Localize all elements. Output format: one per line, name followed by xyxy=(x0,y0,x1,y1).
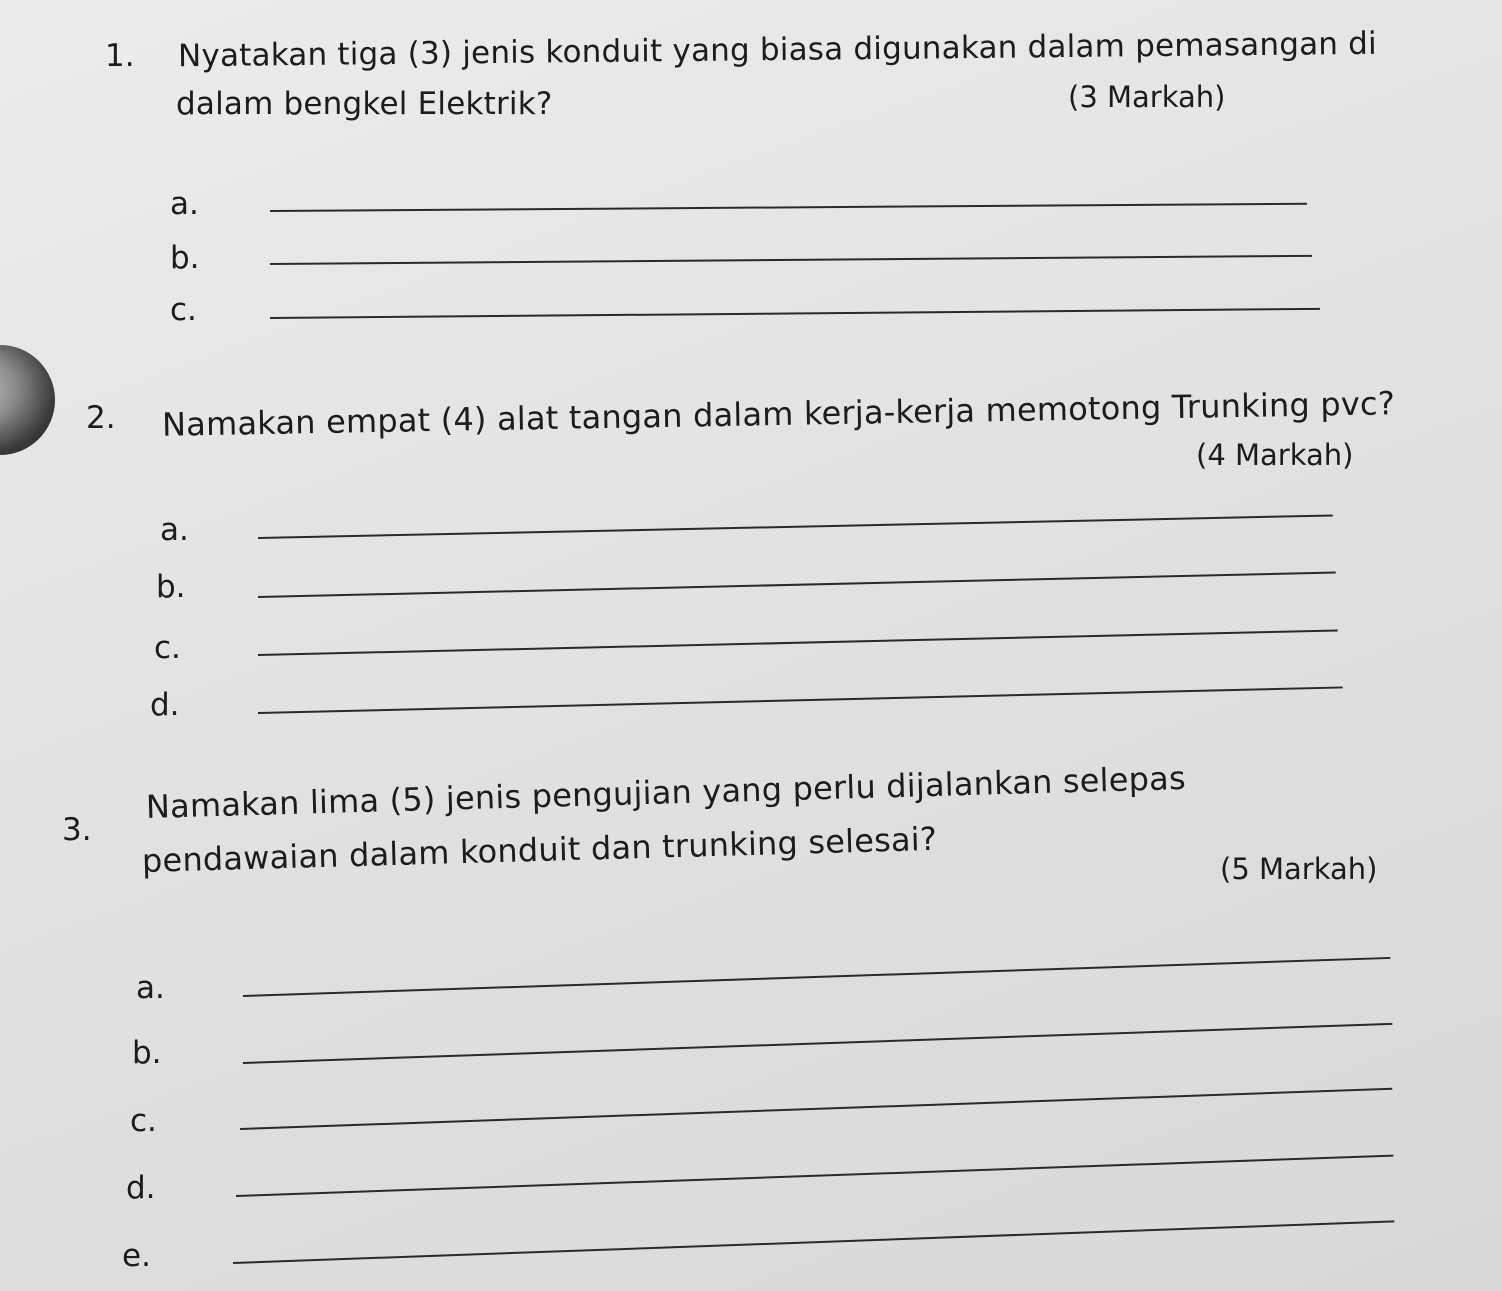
question-3-answer-line-b[interactable] xyxy=(243,1023,1392,1064)
question-3-option-c-label: c. xyxy=(130,1103,157,1139)
question-2-option-c-label: c. xyxy=(154,630,181,666)
question-1-answer-line-c[interactable] xyxy=(270,308,1320,319)
question-3-option-b-label: b. xyxy=(132,1035,162,1071)
question-3-option-d-label: d. xyxy=(126,1170,156,1206)
question-1-answer-line-a[interactable] xyxy=(270,203,1307,212)
question-3-option-a-label: a. xyxy=(136,970,165,1006)
question-3-text-line1: Namakan lima (5) jenis pengujian yang perlu dijalankan selepas xyxy=(145,758,1187,826)
question-3-text-line2: pendawaian dalam konduit dan trunking selesai? xyxy=(141,819,938,880)
question-1-option-b-label: b. xyxy=(170,240,200,276)
question-2-text: Namakan empat (4) alat tangan dalam kerja-kerja memotong Trunking pvc? xyxy=(161,384,1396,444)
question-2-answer-line-d[interactable] xyxy=(258,686,1343,714)
question-2-option-a-label: a. xyxy=(160,512,189,548)
question-3-answer-line-c[interactable] xyxy=(240,1088,1392,1130)
question-3-answer-line-a[interactable] xyxy=(243,957,1390,997)
pen-tip-shadow xyxy=(0,345,55,455)
question-1-text-line1: Nyatakan tiga (3) jenis konduit yang biasa digunakan dalam pemasangan di xyxy=(177,25,1378,75)
question-3-answer-line-e[interactable] xyxy=(233,1220,1394,1264)
question-2-answer-line-a[interactable] xyxy=(258,514,1333,539)
question-3-answer-line-d[interactable] xyxy=(236,1155,1393,1197)
question-2-option-d-label: d. xyxy=(150,687,180,723)
question-3-option-e-label: e. xyxy=(122,1238,151,1274)
question-3-number: 3. xyxy=(62,812,92,848)
question-2-answer-line-c[interactable] xyxy=(258,629,1338,656)
question-1-option-c-label: c. xyxy=(170,292,197,328)
question-1-text-line2: dalam bengkel Elektrik? xyxy=(176,86,553,122)
question-2-marks: (4 Markah) xyxy=(1196,438,1354,472)
question-2-number: 2. xyxy=(86,400,116,436)
question-3-marks: (5 Markah) xyxy=(1220,852,1378,886)
question-1-answer-line-b[interactable] xyxy=(270,255,1312,265)
question-1-marks: (3 Markah) xyxy=(1068,80,1226,114)
question-2-answer-line-b[interactable] xyxy=(258,572,1336,598)
question-1-option-a-label: a. xyxy=(170,186,199,222)
question-2-option-b-label: b. xyxy=(156,569,186,605)
question-1-number: 1. xyxy=(105,38,135,74)
